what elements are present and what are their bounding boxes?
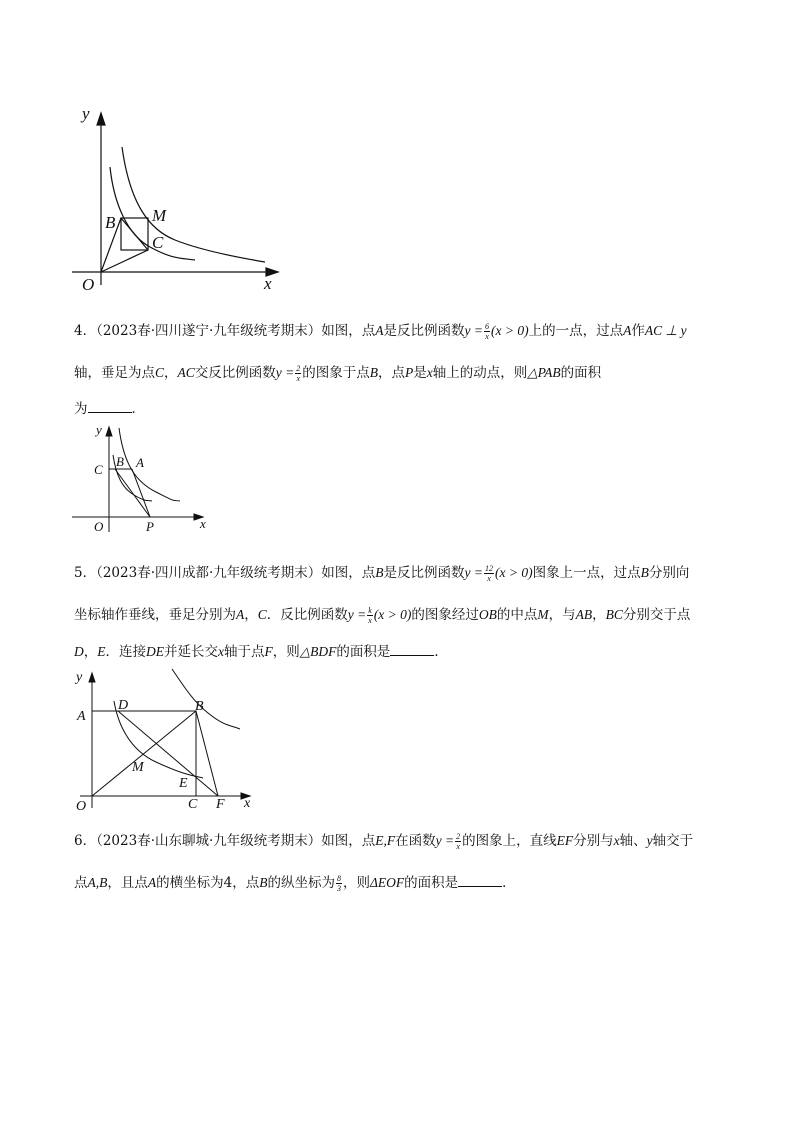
q6-text: ． (502, 875, 516, 891)
fig3-label-F: F (216, 797, 225, 812)
q5-triangle-BDF: △BDF (299, 644, 337, 659)
q4-answer-blank[interactable] (88, 400, 132, 413)
fig2-segment-BP (115, 469, 150, 517)
q4-frac-den: x (485, 332, 489, 341)
q6-point-B: B (259, 875, 268, 890)
fig1-y-arrow (97, 113, 105, 125)
q6-answer-blank[interactable] (458, 874, 502, 887)
fig2-label-B: B (116, 454, 124, 469)
q5-formula2-lhs: y = (347, 607, 367, 622)
q5-frac2-den: x (368, 616, 372, 625)
q5-point-D: D (74, 644, 84, 659)
q6-line-2 (74, 872, 516, 894)
q5-condition2: (x > 0) (373, 607, 412, 622)
q4-segment-AC: AC (177, 365, 195, 380)
q6-text: 在函数 (395, 833, 436, 849)
q4-text: ． (131, 401, 145, 417)
q5-number: 5． (74, 565, 97, 581)
fig3-label-O: O (76, 799, 87, 814)
q5-text: ， (83, 644, 98, 660)
q6-triangle-EOF: ΔEOF (369, 875, 405, 890)
fig2-label-C: C (94, 462, 103, 477)
q5-text: 是反比例函数 (383, 565, 465, 581)
q6-text: 轴、 (619, 833, 647, 849)
q4-text: 为 (74, 401, 88, 417)
q4-frac-num: 6 (485, 322, 490, 331)
q5-text: ． (434, 644, 448, 660)
q6-text: 轴交于 (652, 833, 694, 849)
q6-line-EF: EF (556, 833, 574, 848)
q5-answer-blank[interactable] (390, 643, 434, 656)
fig1-segment-BC (121, 218, 148, 250)
fig3-label-M: M (132, 760, 144, 775)
fig1-label-M: M (152, 206, 167, 225)
q6-text: 的面积是 (404, 875, 459, 891)
q4-x: x (426, 365, 433, 380)
q6-number: 6． (74, 833, 97, 849)
q6-frac-num: 2 (456, 832, 461, 841)
q4-line-3 (74, 398, 145, 420)
q5-text: 如图，点 (321, 565, 376, 581)
q6-fraction-2-over-x (455, 832, 461, 851)
q5-point-B: B (640, 565, 649, 580)
q4-number: 4． (74, 323, 97, 339)
q5-line-1 (74, 562, 689, 584)
q6-fraction-8-over-3 (336, 874, 342, 893)
q4-text: 的面积 (560, 365, 602, 381)
q4-frac2-num: 2 (296, 364, 301, 373)
q5-text: 图象上一点，过点 (532, 565, 641, 581)
q6-formula-lhs: y = (435, 833, 455, 848)
q5-text: 的面积是 (336, 644, 391, 660)
q4-frac2-den: x (296, 374, 301, 383)
q5-text: 的中点 (496, 607, 538, 623)
q4-triangle-PAB: △PAB (527, 365, 561, 380)
q5-text: ， (244, 607, 258, 623)
fig2-label-y: y (96, 422, 102, 437)
q6-frac2-num: 8 (336, 874, 341, 883)
figure-1 (60, 95, 290, 300)
fig3-label-C: C (188, 797, 198, 812)
q6-text: ，则 (342, 875, 370, 891)
fig3-segment-BF (196, 711, 218, 796)
q5-frac-num: 12 (485, 564, 494, 573)
fig3-label-y: y (76, 670, 83, 685)
q4-text: 交反比例函数 (194, 365, 276, 381)
q6-line-1 (74, 830, 693, 852)
q5-x: x (218, 644, 224, 659)
fig3-outer-curve (172, 669, 240, 729)
q5-fraction-k-over-x (367, 606, 373, 625)
q5-frac-den: x (487, 574, 491, 583)
q6-source: （2023春·山东聊城·九年级统考期末） (96, 833, 322, 849)
q4-formula-lhs: y = (464, 323, 484, 338)
q5-text: 并延长交 (164, 644, 218, 660)
q4-text: 是反比例函数 (383, 323, 465, 339)
q6-text: 如图，点 (321, 833, 376, 849)
fig1-label-O: O (82, 275, 95, 294)
q4-point-C: C (155, 365, 165, 380)
q6-text: 的纵坐标为 (267, 875, 335, 891)
q5-condition: (x > 0) (495, 565, 533, 580)
fig3-label-B: B (195, 699, 204, 714)
q6-frac-den: x (456, 842, 460, 851)
q5-point-E: E (97, 644, 106, 659)
q5-line-2 (74, 604, 690, 626)
q5-point-M: M (537, 607, 549, 622)
q5-segment-DE: DE (146, 644, 164, 659)
figure-2 (66, 420, 216, 540)
q4-fraction-6-over-x (484, 322, 490, 341)
fig3-label-A: A (77, 709, 86, 724)
q4-line-2 (74, 362, 601, 384)
q4-text: 如图，点 (321, 323, 376, 339)
q6-text: ，且点 (107, 875, 148, 891)
q5-formula-lhs: y = (464, 565, 484, 580)
fig1-label-x: x (264, 274, 272, 293)
q6-text: 点 (74, 875, 88, 891)
q5-text: ．连接 (105, 644, 146, 660)
fig2-segment-AP (132, 469, 150, 517)
fig1-label-C: C (152, 233, 164, 252)
q4-point-B: B (369, 365, 379, 380)
q4-source: （2023春·四川遂宁·九年级统考期末） (96, 323, 322, 339)
fig2-label-x: x (200, 516, 206, 531)
q4-point-A: A (375, 323, 384, 338)
fig3-y-arrow (89, 673, 95, 682)
q4-condition: (x > 0) (491, 323, 529, 338)
q4-text: 轴，垂足为点 (74, 365, 155, 381)
q5-text: ，与 (548, 607, 576, 623)
q4-text: 上的一点，过点 (528, 323, 624, 339)
q4-perpendicular: AC ⊥ y (644, 323, 687, 338)
q5-text: ，则 (272, 644, 300, 660)
q5-segment-AB: AB (575, 607, 593, 622)
q6-text: ，点 (232, 875, 260, 891)
q4-formula2-lhs: y = (275, 365, 295, 380)
q5-text: ， (592, 607, 606, 623)
q6-point-A: A (147, 875, 157, 890)
q4-fraction-2-over-x (295, 364, 301, 383)
q5-text: 坐标轴作垂线，垂足分别为 (74, 607, 236, 623)
q6-text: 的横坐标为 (156, 875, 224, 891)
q4-text: ， (164, 365, 178, 381)
q6-text: 分别与 (573, 833, 614, 849)
q4-text: 轴上的动点，则 (432, 365, 528, 381)
fig1-label-y: y (82, 104, 90, 123)
fig3-segment-DF (118, 711, 218, 796)
q5-point-C: C (257, 607, 267, 622)
q5-point-F: F (264, 644, 273, 659)
q5-segment-OB: OB (478, 607, 497, 622)
q6-x: x (613, 833, 620, 848)
q6-points-EF: E,F (375, 833, 396, 848)
q5-frac2-num: k (368, 606, 372, 615)
q5-text: 分别向 (648, 565, 690, 581)
q4-text: 的图象于点 (302, 365, 370, 381)
q5-text: 轴于点 (224, 644, 265, 660)
q6-value-4: 4 (223, 875, 233, 891)
q4-point-P: P (405, 365, 414, 380)
q6-frac2-den: 3 (336, 884, 341, 893)
q4-line-1 (74, 320, 687, 342)
q5-point-B: B (375, 565, 384, 580)
fig2-label-P: P (146, 519, 154, 534)
fig2-label-A: A (136, 455, 144, 470)
q5-text: 的图象经过 (411, 607, 479, 623)
fig2-label-O: O (94, 519, 104, 534)
q5-line-3 (74, 641, 448, 663)
q6-text: 的图象上，直线 (462, 833, 557, 849)
q5-fraction-12-over-x (484, 564, 494, 583)
q6-y: y (646, 833, 653, 848)
q5-point-A: A (236, 607, 245, 622)
q5-segment-BC: BC (605, 607, 623, 622)
q4-text: 作 (631, 323, 645, 339)
q5-text: ．反比例函数 (266, 607, 348, 623)
q5-text: 分别交于点 (622, 607, 691, 623)
fig1-label-B: B (105, 213, 116, 232)
q5-source: （2023春·四川成都·九年级统考期末） (96, 565, 322, 581)
fig3-label-E: E (179, 776, 188, 791)
q4-text: 是 (413, 365, 427, 381)
q6-points-AB: A,B (87, 875, 108, 890)
q4-text: ，点 (378, 365, 406, 381)
figure-3 (68, 665, 268, 815)
fig2-y-arrow (106, 427, 112, 436)
fig3-label-D: D (118, 698, 129, 713)
q4-point-A: A (623, 323, 632, 338)
fig3-label-x: x (244, 796, 251, 811)
